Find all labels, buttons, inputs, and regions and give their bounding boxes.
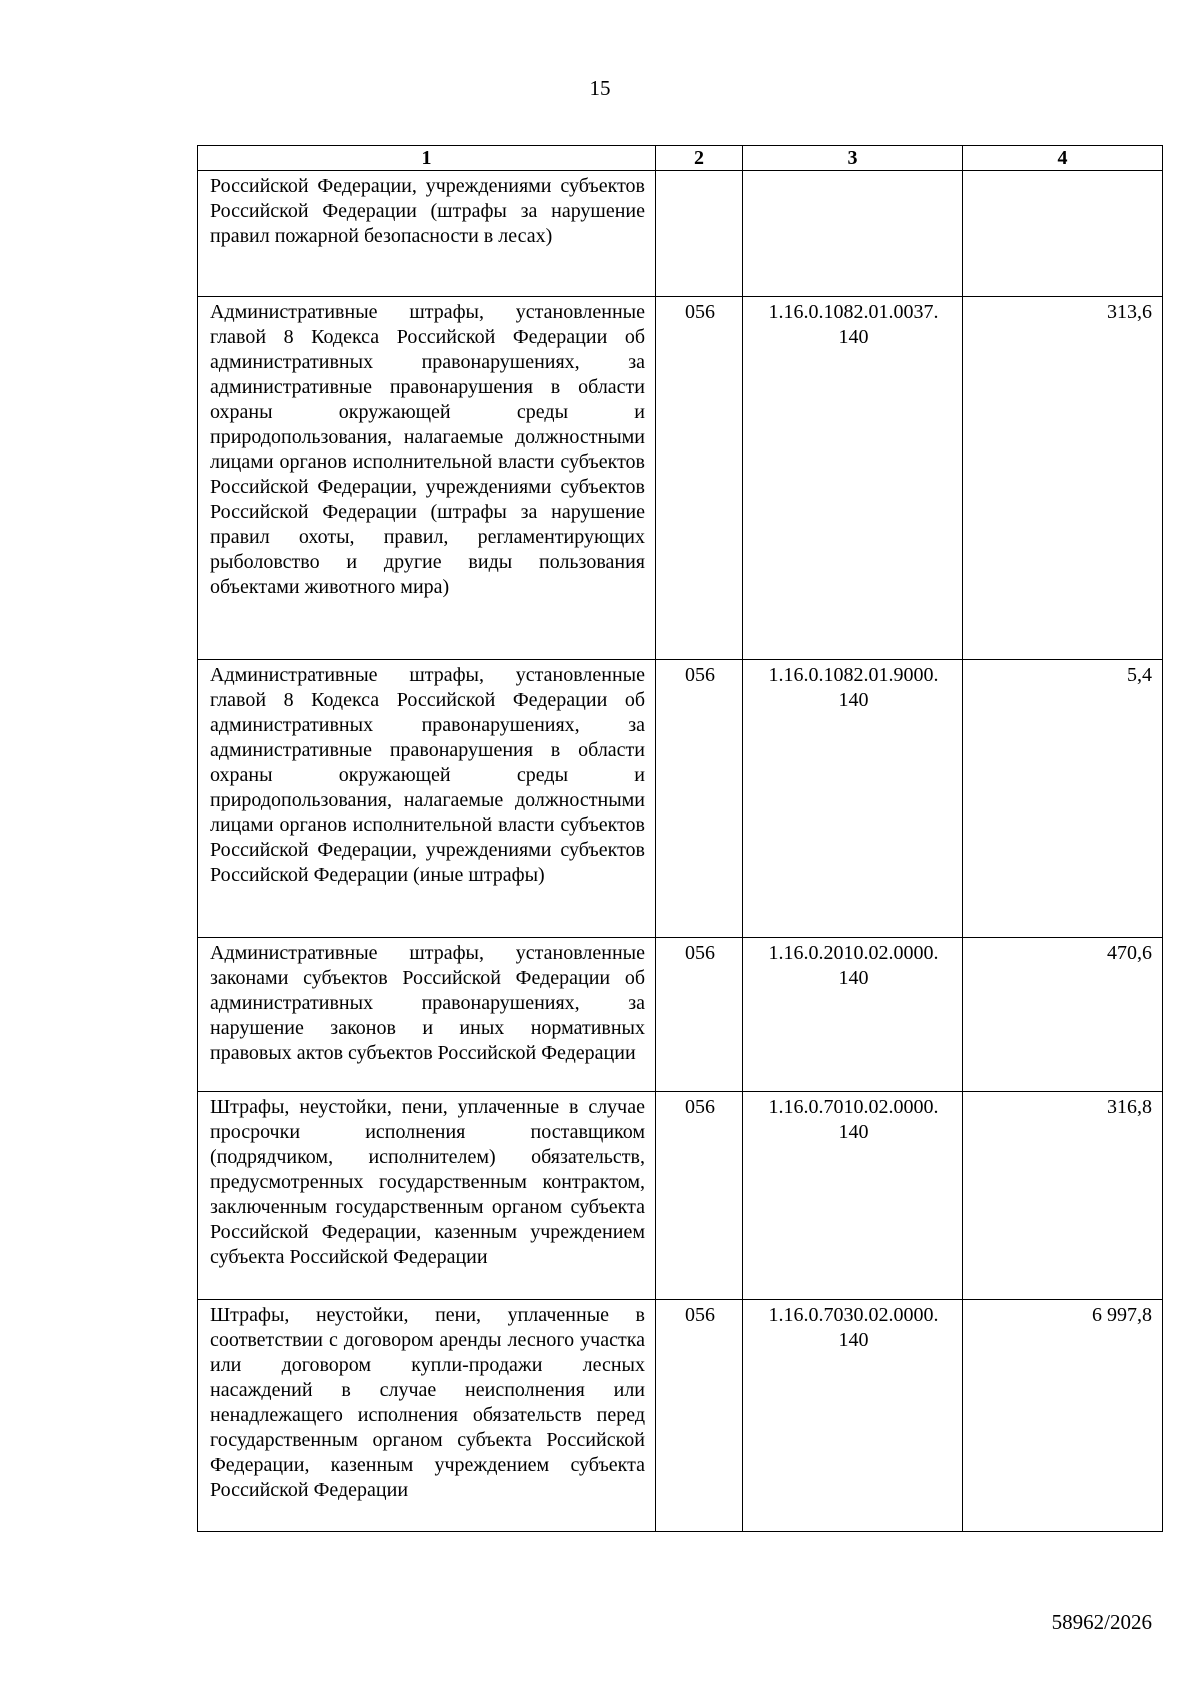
row-amount: 5,4	[963, 660, 1163, 938]
table-row	[198, 171, 1163, 297]
table-row	[198, 1300, 1163, 1532]
revenue-table	[197, 145, 1163, 1532]
column-header: 2	[656, 146, 743, 171]
page-number: 15	[589, 76, 611, 100]
row-amount: 470,6	[963, 938, 1163, 1092]
row-amount: 6 997,8	[963, 1300, 1163, 1532]
table-header-row	[198, 146, 1163, 171]
row-description: Административные штрафы, установленные законами субъектов Российской Федерации об административных правонарушениях, за нарушение законов и иных нормативных правовых актов субъектов Российской Федерации	[198, 938, 656, 1092]
table-row	[198, 297, 1163, 660]
row-description: Штрафы, неустойки, пени, уплаченные в соответствии с договором аренды лесного участка или договором купли-продажи лесных насаждений в случае неисполнения или ненадлежащего исполнения обязательств перед государственным органом субъекта Российской Федерации, казенным учреждением субъекта Российской Федерации	[198, 1300, 656, 1532]
row-description: Штрафы, неустойки, пени, уплаченные в случае просрочки исполнения поставщиком (подрядчиком, исполнителем) обязательств, предусмотренных государственным контрактом, заключенным государственным органом субъекта Российской Федерации, казенным учреждением субъекта Российской Федерации	[198, 1092, 656, 1300]
row-description: Российской Федерации, учреждениями субъектов Российской Федерации (штрафы за нарушение правил пожарной безопасности в лесах)	[198, 171, 656, 297]
row-kbk-code: 1.16.0.1082.01.9000. 140	[743, 660, 963, 938]
row-kbk-code: 1.16.0.2010.02.0000. 140	[743, 938, 963, 1092]
row-amount: 316,8	[963, 1092, 1163, 1300]
table-row	[198, 1092, 1163, 1300]
column-header: 1	[198, 146, 656, 171]
document-id: 58962/2026	[1051, 1610, 1152, 1634]
column-header: 3	[743, 146, 963, 171]
row-kbk-code: 1.16.0.7010.02.0000. 140	[743, 1092, 963, 1300]
row-kbk-code	[743, 171, 963, 297]
row-admin-code: 056	[656, 1300, 743, 1532]
row-description: Административные штрафы, установленные главой 8 Кодекса Российской Федерации об административных правонарушениях, за административные правонарушения в области охраны окружающей среды и природопользования, налагаемые должностными лицами органов исполнительной власти субъектов Российской Федерации, учреждениями субъектов Российской Федерации (штрафы за нарушение правил охоты, правил, регламентирующих рыболовство и другие виды пользования объектами животного мира)	[198, 297, 656, 660]
table-row	[198, 938, 1163, 1092]
row-admin-code: 056	[656, 297, 743, 660]
row-admin-code: 056	[656, 938, 743, 1092]
row-amount	[963, 171, 1163, 297]
row-kbk-code: 1.16.0.1082.01.0037. 140	[743, 297, 963, 660]
row-admin-code: 056	[656, 1092, 743, 1300]
row-description: Административные штрафы, установленные главой 8 Кодекса Российской Федерации об административных правонарушениях, за административные правонарушения в области охраны окружающей среды и природопользования, налагаемые должностными лицами органов исполнительной власти субъектов Российской Федерации, учреждениями субъектов Российской Федерации (иные штрафы)	[198, 660, 656, 938]
row-admin-code: 056	[656, 660, 743, 938]
column-header: 4	[963, 146, 1163, 171]
row-kbk-code: 1.16.0.7030.02.0000. 140	[743, 1300, 963, 1532]
row-amount: 313,6	[963, 297, 1163, 660]
table-row	[198, 660, 1163, 938]
row-admin-code	[656, 171, 743, 297]
